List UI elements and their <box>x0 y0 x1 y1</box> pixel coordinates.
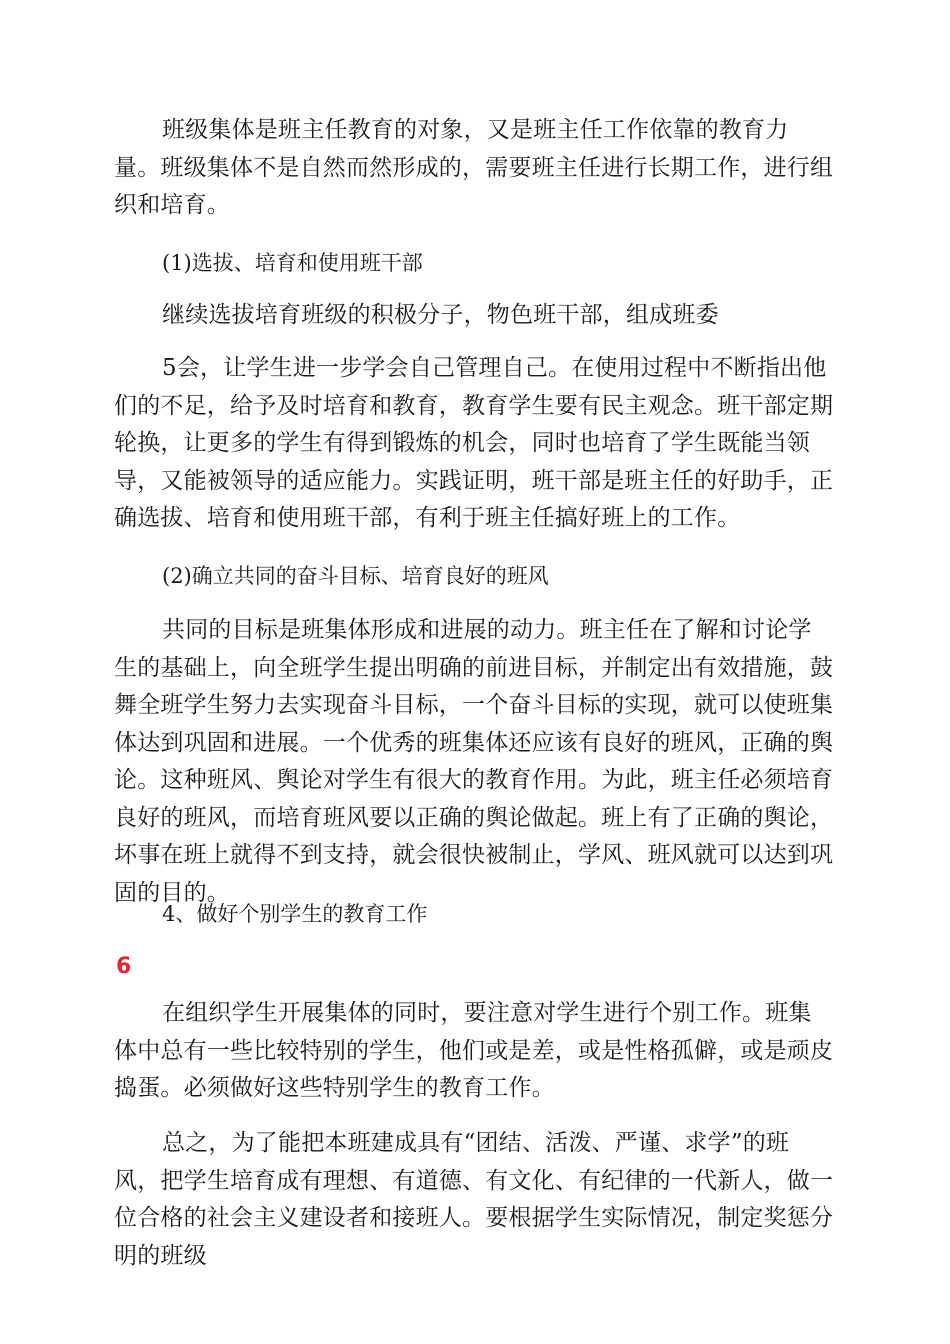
paragraph-select-activists: 继续选拔培育班级的积极分子，物色班干部，组成班委 <box>162 302 719 328</box>
paragraph-common-goal: 共同的目标是班集体形成和进展的动力。班主任在了解和讨论学生的基础上，向全班学生提出明确的前进目标，并制定出有效措施，鼓舞全班学生努力去实现奋斗目标，一个奋斗目标的实现，就可以使班集体达到巩固和进展。一个优秀的班集体还应该有良好的班风，正确的舆论。这种班风、舆论对学生有很大的教育作用。为此，班主任必须培育良好的班风，而培育班风要以正确的舆论做起。班上有了正确的舆论，坏事在班上就得不到支持，就会很快被制止，学风、班风就可以达到巩固的目的。 <box>114 617 834 906</box>
paragraph-class-collective: 班级集体是班主任教育的对象，又是班主任工作依靠的教育力量。班级集体不是自然而然形成的，需要班主任进行长期工作，进行组织和培育。 <box>114 117 834 218</box>
heading-individual-students: 4、做好个别学生的教育工作 <box>162 902 428 926</box>
heading-common-goal: (2)确立共同的奋斗目标、培育良好的班风 <box>162 564 549 588</box>
page-number-marker: 6 <box>116 954 132 979</box>
paragraph-class-committee: 5会，让学生进一步学会自己管理自己。在使用过程中不断指出他们的不足，给予及时培育和教育，教育学生要有民主观念。班干部定期轮换，让更多的学生有得到锻炼的机会，同时也培育了学生既能当领导，又能被领导的适应能力。实践证明，班干部是班主任的好助手，正确选拔、培育和使用班干部，有利于班主任搞好班上的工作。 <box>114 355 834 531</box>
paragraph-summary: 总之，为了能把本班建成具有“团结、活泼、严谨、求学”的班风，把学生培育成有理想、有道德、有文化、有纪律的一代新人，做一位合格的社会主义建设者和接班人。要根据学生实际情况，制定奖惩分明的班级 <box>114 1130 834 1269</box>
heading-select-class-cadres: (1)选拔、培育和使用班干部 <box>162 251 423 275</box>
paragraph-individual-work: 在组织学生开展集体的同时，要注意对学生进行个别工作。班集体中总有一些比较特别的学生，他们或是差，或是性格孤僻，或是顽皮捣蛋。必须做好这些特别学生的教育工作。 <box>114 1000 834 1101</box>
